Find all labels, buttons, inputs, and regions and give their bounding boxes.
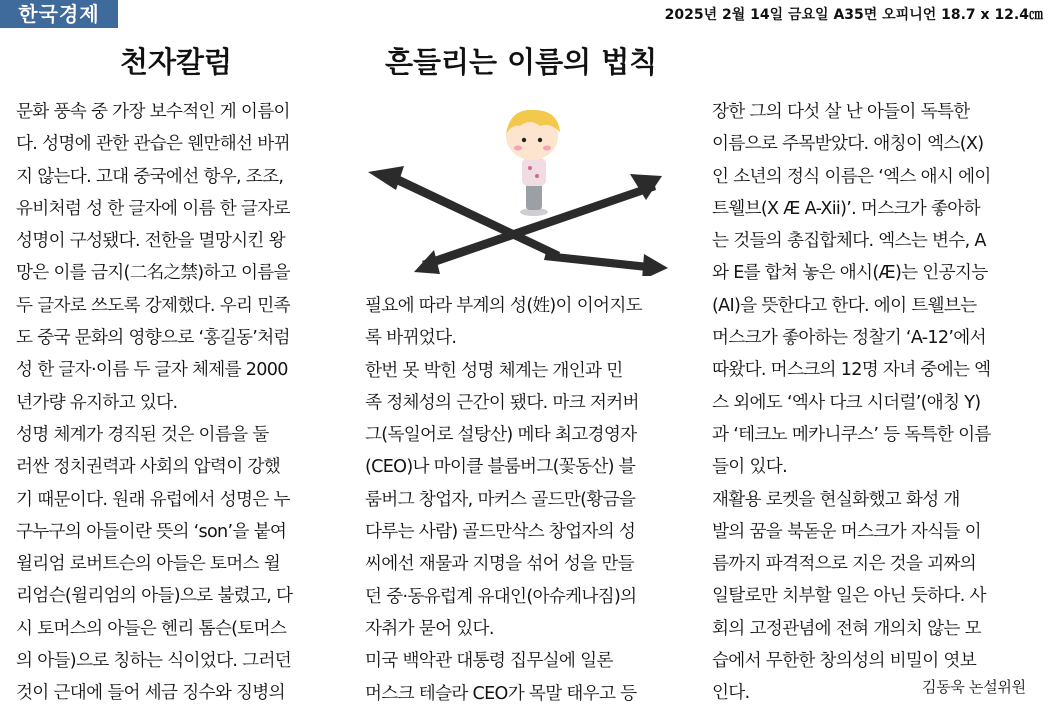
column-name: 천자칼럼 <box>120 45 233 79</box>
text-line: 발의 꿈을 북돋운 머스크가 자식들 이 <box>712 521 981 542</box>
text-line: 다. 성명에 관한 관습은 웬만해선 바뀌 <box>16 134 290 155</box>
article-column-3 <box>712 96 1042 710</box>
text-line: 스 외에도 ‘엑사 다크 시더럴’(애칭 Y) <box>712 392 981 413</box>
text-line: (AI)을 뜻한다고 한다. 에이 트웰브는 <box>712 295 977 316</box>
text-line: 일탈로만 치부할 일은 아닌 듯하다. 사 <box>712 586 986 607</box>
author-byline: 김동욱 논설위원 <box>922 678 1026 696</box>
text-line: 기 때문이다. 원래 유럽에서 성명은 누 <box>16 489 290 510</box>
text-line: 던 중·동유럽계 유대인(아슈케나짐)의 <box>365 586 637 607</box>
text-line: 인 소년의 정식 이름은 ‘엑스 애시 에이 <box>712 166 991 187</box>
text-line: 성명 체계가 경직된 것은 이름을 둘 <box>16 424 269 445</box>
text-line: 러싼 정치권력과 사회의 압력이 강했 <box>16 457 281 478</box>
text-line: 한번 못 박힌 성명 체계는 개인과 민 <box>365 360 623 381</box>
text-line: 회의 고정관념에 전혀 개의치 않는 모 <box>712 618 981 639</box>
text-line: 과 ‘테크노 메카니쿠스’ 등 독특한 이름 <box>712 424 991 445</box>
text-line: 룸버그 창업자, 마커스 골드만(황금을 <box>365 489 636 510</box>
text-line: 머스크가 좋아하는 정찰기 ‘A-12’에서 <box>712 328 986 349</box>
text-line: 장한 그의 다섯 살 난 아들이 독특한 <box>712 102 970 122</box>
text-line: 필요에 따라 부계의 성(姓)이 이어지도 <box>365 296 642 316</box>
newspaper-masthead: 한국경제 <box>0 0 118 28</box>
text-line: 미국 백악관 대통령 집무실에 일론 <box>365 651 613 672</box>
text-line: 자취가 묻어 있다. <box>365 618 494 639</box>
text-line: 이름으로 주목받았다. 애칭이 엑스(X) <box>712 134 984 155</box>
text-line: 것이 근대에 들어 세금 징수와 징병의 <box>16 683 285 704</box>
text-line: 따왔다. 머스크의 12명 자녀 중에는 엑 <box>712 360 991 381</box>
text-line: 인다. <box>712 683 750 704</box>
text-line: 습에서 무한한 창의성의 비밀이 엿보 <box>712 651 977 672</box>
text-line: 들이 있다. <box>712 457 787 478</box>
text-line: 트웰브(X Æ A-Xii)’. 머스크가 좋아하 <box>712 198 980 219</box>
text-line: 망은 이를 금지(二名之禁)하고 이름을 <box>16 263 290 284</box>
text-line: 년가량 유지하고 있다. <box>16 392 178 413</box>
text-line: 는 것들의 총집합체다. 엑스는 변수, A <box>712 231 986 252</box>
text-line: (CEO)나 마이클 블룸버그(꽃동산) 블 <box>365 457 636 478</box>
article-headline: 흔들리는 이름의 법칙 <box>385 45 658 79</box>
text-line: 그(독일어로 설탕산) 메타 최고경영자 <box>365 425 637 446</box>
text-line: 재활용 로켓을 현실화했고 화성 개 <box>712 489 960 510</box>
text-line: 씨에선 재물과 지명을 섞어 성을 만들 <box>365 554 634 575</box>
child-on-arrows-illustration <box>364 96 694 276</box>
text-line: 와 E를 합쳐 놓은 애시(Æ)는 인공지능 <box>712 263 988 284</box>
text-line: 성명이 구성됐다. 전한을 멸망시킨 왕 <box>16 231 285 252</box>
text-line: 문화 풍속 중 가장 보수적인 게 이름이 <box>16 102 290 122</box>
text-line: 지 않는다. 고대 중국에선 항우, 조조, <box>16 166 284 187</box>
text-line: 도 중국 문화의 영향으로 ‘홍길동’처럼 <box>16 328 290 349</box>
text-line: 윌리엄 로버트슨의 아들은 토머스 윌 <box>16 554 281 575</box>
text-line: 성 한 글자·이름 두 글자 체제를 2000 <box>16 360 288 381</box>
text-line: 록 바뀌었다. <box>365 328 457 349</box>
text-line: 족 정체성의 근간이 됐다. 마크 저커버 <box>365 392 639 413</box>
text-line: 시 토머스의 아들은 헨리 톰슨(토머스 <box>16 618 287 639</box>
child-figure <box>506 110 560 216</box>
text-line: 머스크 테슬라 CEO가 목말 태우고 등 <box>365 683 637 704</box>
text-line: 구누구의 아들이란 뜻의 ‘son’을 붙여 <box>16 521 287 542</box>
publication-info: 2025년 2월 14일 금요일 A35면 오피니언 18.7 x 12.4㎝ <box>664 7 1043 23</box>
text-line: 리엄슨(윌리엄의 아들)으로 불렸고, 다 <box>16 586 293 607</box>
text-line: 다루는 사람) 골드만삭스 창업자의 성 <box>365 522 636 543</box>
text-line: 름까지 파격적으로 지은 것을 괴짜의 <box>712 554 977 575</box>
crossed-arrows-icon <box>368 166 668 276</box>
article-column-1 <box>16 96 342 710</box>
text-line: 의 아들)으로 칭하는 식이었다. 그러던 <box>16 651 292 672</box>
text-line: 유비처럼 성 한 글자에 이름 한 글자로 <box>16 198 290 219</box>
text-line: 두 글자로 쓰도록 강제했다. 우리 민족 <box>16 295 290 316</box>
article-column-2 <box>365 290 690 710</box>
